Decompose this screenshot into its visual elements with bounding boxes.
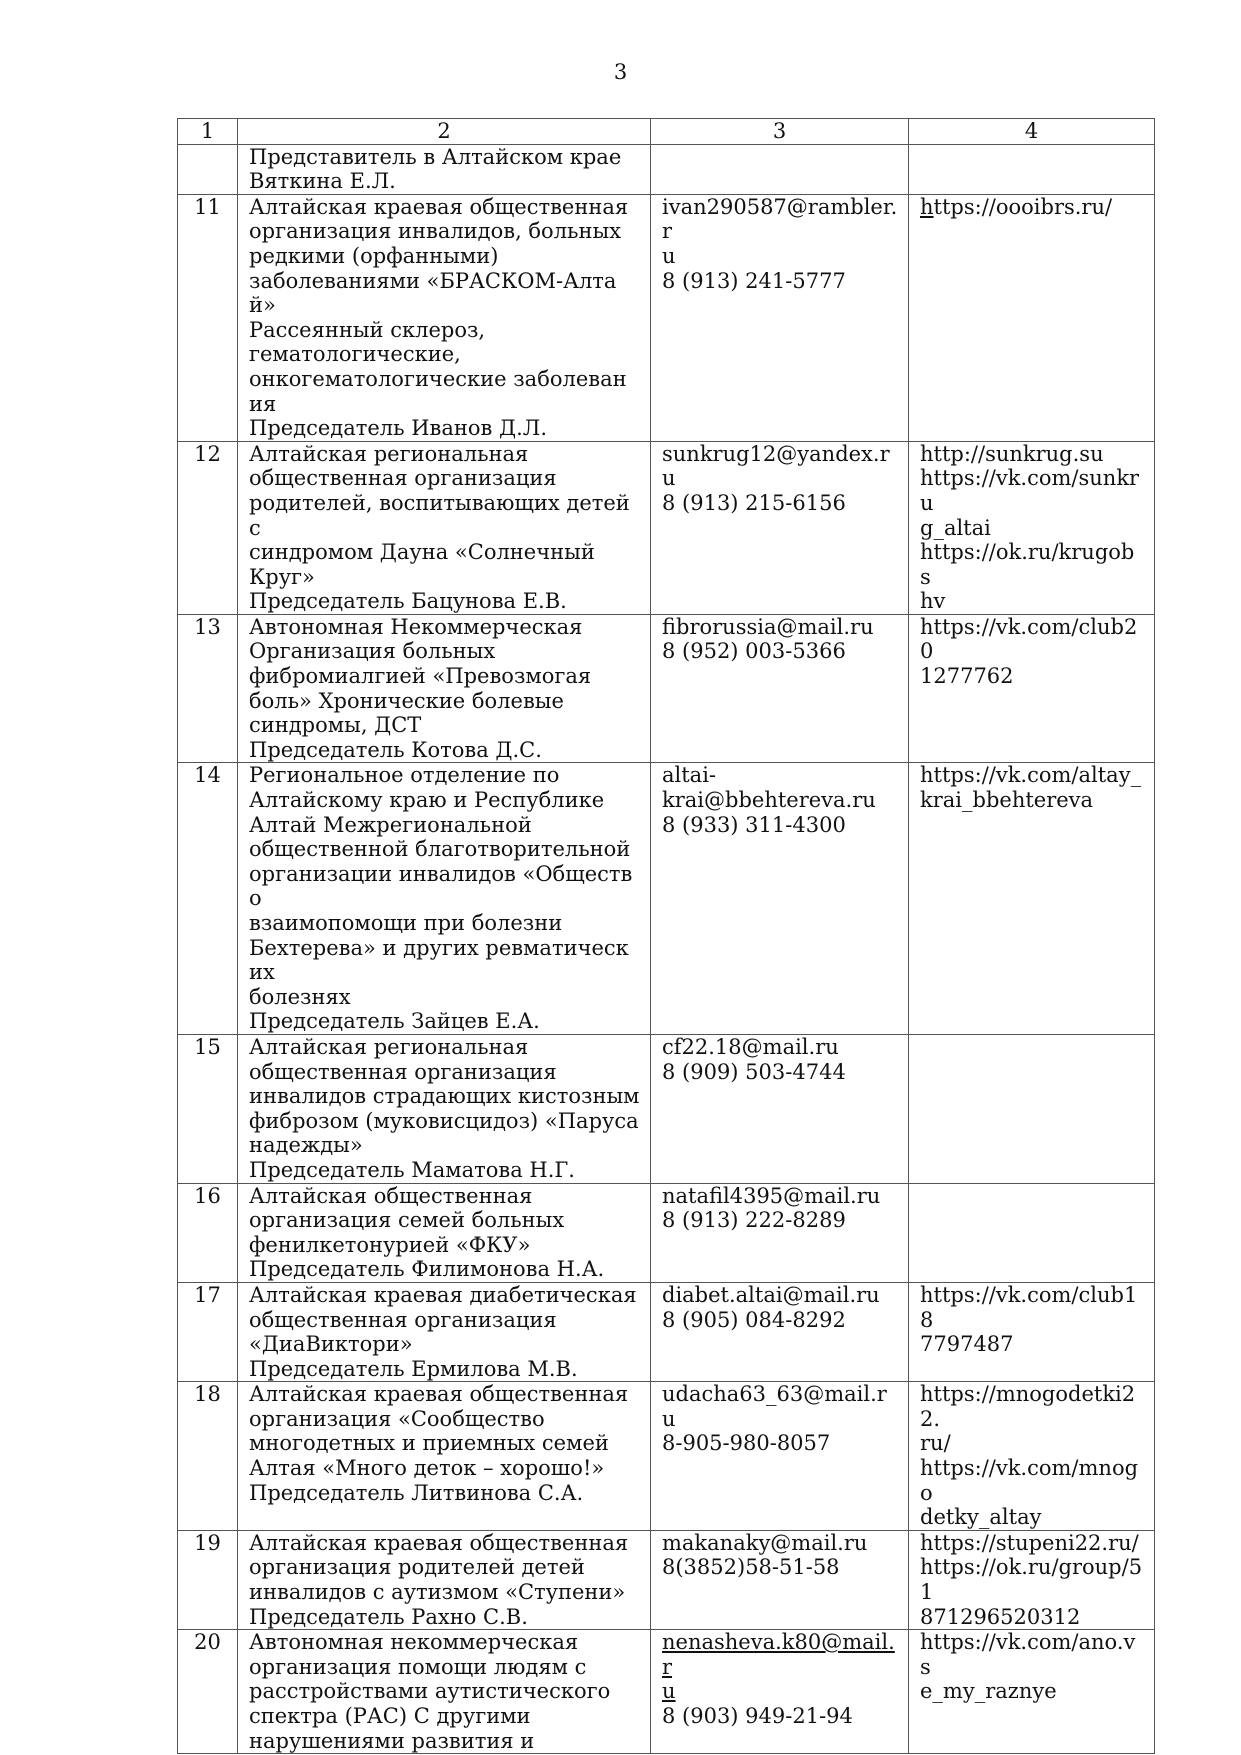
contact-line[interactable]: 8 (909) 503-4744 <box>662 1059 846 1084</box>
contacts-cell <box>651 1382 909 1531</box>
organization-line: многодетных и приемных семей <box>249 1431 609 1456</box>
organization-cell <box>238 194 651 441</box>
link-line[interactable]: 1277762 <box>920 664 1014 689</box>
organization-line: спектра (РАС) С другими <box>249 1704 531 1728</box>
organization-line: Алтайская краевая общественная <box>249 1530 629 1555</box>
contact-line[interactable]: makanaky@mail.ru <box>662 1530 868 1555</box>
contacts-cell <box>651 1034 909 1183</box>
link-line[interactable]: 871296520312 <box>920 1604 1081 1629</box>
contact-line[interactable]: u <box>662 243 676 268</box>
organization-line: Председатель Бацунова Е.В. <box>249 589 567 614</box>
organization-line: Председатель Литвинова С.А. <box>249 1480 584 1505</box>
table-row <box>178 194 1155 441</box>
organization-line: взаимопомощи при болезни <box>249 911 563 935</box>
organization-line: общественная организация <box>249 1059 557 1084</box>
organization-line: расстройствами аутистического <box>249 1679 611 1704</box>
contact-line[interactable]: 8 (903) 949-21-94 <box>662 1704 853 1728</box>
organization-line: Председатель Ермилова М.В. <box>249 1356 578 1381</box>
contacts-cell <box>651 144 909 194</box>
links-cell <box>909 1630 1155 1754</box>
organization-line: синдромом Дауна «Солнечный <box>249 540 595 565</box>
organization-line: боль» Хронические болевые <box>249 688 564 713</box>
organization-cell <box>238 1630 651 1754</box>
organization-line: Круг» <box>249 564 315 589</box>
contact-line[interactable]: natafil4395@mail.ru <box>662 1183 881 1208</box>
organization-line: Представитель в Алтайском крае <box>249 144 622 169</box>
organization-line: организации инвалидов «Общество <box>249 861 633 911</box>
organization-line: Автономная Некоммерческая <box>249 614 583 639</box>
organization-line: Алтайская общественная <box>249 1183 533 1208</box>
header-cell-links: 4 <box>909 119 1155 145</box>
organization-line: Председатель Филимонова Н.А. <box>249 1257 605 1282</box>
organization-line: фиброзом (муковисцидоз) «Паруса <box>249 1108 639 1133</box>
table-row <box>178 1282 1155 1381</box>
link-line[interactable]: detky_altay <box>920 1505 1042 1530</box>
contact-line[interactable]: 8(3852)58-51-58 <box>662 1555 840 1580</box>
link-line[interactable]: e_my_raznye <box>920 1679 1057 1704</box>
row-number: 16 <box>178 1183 238 1282</box>
organization-line: Вяткина Е.Л. <box>249 169 396 194</box>
organization-line: организация «Сообщество <box>249 1406 545 1431</box>
organization-line: фибромиалгией «Превозмогая <box>249 664 592 689</box>
contact-line[interactable]: 8-905-980-8057 <box>662 1431 831 1456</box>
organization-line: общественная организация <box>249 466 557 491</box>
table-row <box>178 1530 1155 1629</box>
contact-line[interactable]: 8 (913) 222-8289 <box>662 1208 846 1233</box>
organization-line: заболеваниями «БРАСКОМ-Алтай» <box>249 268 617 318</box>
organization-line: синдромы, ДСТ <box>249 713 422 738</box>
header-cell-contacts: 3 <box>651 119 909 145</box>
organization-line: Председатель Котова Д.С. <box>249 737 542 762</box>
contacts-cell <box>651 1530 909 1629</box>
organization-line: Алтайская региональная <box>249 441 529 466</box>
link-line[interactable]: hv <box>920 589 946 614</box>
row-number: 19 <box>178 1530 238 1629</box>
organization-line: Алтая «Много деток – хорошо!» <box>249 1456 605 1481</box>
links-cell <box>909 144 1155 194</box>
contact-line[interactable]: u <box>662 1679 676 1704</box>
link-line[interactable]: https://ok.ru/group/51 <box>920 1555 1143 1605</box>
organization-line: общественной благотворительной <box>249 837 631 862</box>
contacts-cell <box>651 441 909 614</box>
link-line[interactable]: https://vk.com/club18 <box>920 1282 1138 1332</box>
row-number <box>178 144 238 194</box>
links-cell <box>909 1382 1155 1531</box>
organization-cell <box>238 763 651 1035</box>
organization-line: организация помощи людям с <box>249 1654 587 1679</box>
links-cell <box>909 194 1155 441</box>
table-row <box>178 763 1155 1035</box>
link-line[interactable]: https://vk.com/altay_ <box>920 763 1142 788</box>
organization-line: Алтай Межрегиональной <box>249 812 532 837</box>
row-number: 13 <box>178 614 238 763</box>
contact-line[interactable]: diabet.altai@mail.ru <box>662 1282 880 1307</box>
organization-line: Организация больных <box>249 639 496 664</box>
contact-line[interactable]: ivan290587@rambler.r <box>662 194 898 244</box>
organization-line: общественная организация <box>249 1307 557 1332</box>
row-number: 18 <box>178 1382 238 1531</box>
header-cell-number: 1 <box>178 119 238 145</box>
organization-line: Рассеянный склероз, <box>249 317 486 342</box>
organization-line: Председатель Маматова Н.Г. <box>249 1157 575 1182</box>
organization-line: Председатель Рахно С.В. <box>249 1604 528 1629</box>
link-line[interactable]: https://stupeni22.ru/ <box>920 1530 1139 1555</box>
link-line[interactable]: https://vk.com/club20 <box>920 614 1138 664</box>
table-row <box>178 144 1155 194</box>
organization-cell <box>238 1183 651 1282</box>
contact-line[interactable]: 8 (933) 311-4300 <box>662 812 846 837</box>
contacts-cell <box>651 614 909 763</box>
link-line[interactable]: krai_bbehtereva <box>920 788 1094 813</box>
table-row <box>178 614 1155 763</box>
organization-line: инвалидов с аутизмом «Ступени» <box>249 1580 626 1605</box>
organization-line: Алтайская краевая общественная <box>249 1382 629 1407</box>
contact-line[interactable]: nenasheva.k80@mail.r <box>662 1630 895 1679</box>
table-row <box>178 1382 1155 1531</box>
contacts-cell <box>651 1630 909 1754</box>
contact-line[interactable]: fibrorussia@mail.ru <box>662 614 874 639</box>
link-line[interactable]: https://oooibrs.ru/ <box>920 194 1113 219</box>
organization-line: онкогематологические заболевания <box>249 366 627 416</box>
link-line[interactable]: https://ok.ru/krugobs <box>920 540 1135 589</box>
organization-cell <box>238 614 651 763</box>
organization-line: родителей, воспитывающих детей с <box>249 490 637 540</box>
link-line[interactable]: 7797487 <box>920 1332 1014 1357</box>
row-number: 12 <box>178 441 238 614</box>
organization-cell <box>238 1382 651 1531</box>
link-line[interactable]: https://vk.com/mnogo <box>920 1456 1139 1505</box>
organization-line: Алтайская краевая диабетическая <box>249 1282 637 1307</box>
table-row <box>178 441 1155 614</box>
link-line[interactable]: https://mnogodetki22. <box>920 1382 1136 1431</box>
row-number: 14 <box>178 763 238 1035</box>
links-cell <box>909 1183 1155 1282</box>
organization-line: Бехтерева» и других ревматических <box>249 935 629 985</box>
contact-line[interactable]: altai- <box>662 763 717 788</box>
table-row <box>178 1034 1155 1183</box>
contacts-cell <box>651 1183 909 1282</box>
links-cell <box>909 1282 1155 1381</box>
links-cell <box>909 763 1155 1035</box>
organization-line: редкими (орфанными) <box>249 243 499 268</box>
row-number: 15 <box>178 1034 238 1183</box>
organization-line: болезнях <box>249 984 351 1009</box>
contact-line[interactable]: cf22.18@mail.ru <box>662 1034 839 1059</box>
contact-line[interactable]: sunkrug12@yandex.ru <box>662 441 890 491</box>
organization-line: организация семей больных <box>249 1208 565 1233</box>
contact-line[interactable]: udacha63_63@mail.ru <box>662 1382 887 1431</box>
organization-cell <box>238 1530 651 1629</box>
organizations-table <box>177 118 1155 1754</box>
contact-line[interactable]: 8 (905) 084-8292 <box>662 1307 846 1332</box>
links-cell <box>909 614 1155 763</box>
link-line[interactable]: https://vk.com/sunkru <box>920 466 1140 515</box>
organization-cell <box>238 144 651 194</box>
organization-line: фенилкетонурией «ФКУ» <box>249 1232 531 1257</box>
organization-line: инвалидов страдающих кистозным <box>249 1084 640 1109</box>
organization-line: Алтайская региональная <box>249 1034 529 1059</box>
organization-line: Алтайскому краю и Республике <box>249 788 605 813</box>
link-line[interactable]: g_altai <box>920 515 991 540</box>
organization-line: надежды» <box>249 1133 363 1158</box>
organization-line: «ДиаВиктори» <box>249 1332 413 1357</box>
row-number: 11 <box>178 194 238 441</box>
organization-cell <box>238 441 651 614</box>
links-cell <box>909 1034 1155 1183</box>
page-number: 3 <box>613 60 628 84</box>
contact-line[interactable]: krai@bbehtereva.ru <box>662 788 876 813</box>
table-header-row <box>178 119 1155 145</box>
contacts-cell <box>651 1282 909 1381</box>
links-cell <box>909 1530 1155 1629</box>
organization-cell <box>238 1282 651 1381</box>
organization-line: организация родителей детей <box>249 1555 585 1580</box>
table-row <box>178 1630 1155 1754</box>
link-line[interactable]: https://vk.com/ano.vs <box>920 1630 1136 1679</box>
organization-line: Председатель Иванов Д.Л. <box>249 416 547 441</box>
organization-line: нарушениями развития и <box>249 1728 535 1753</box>
link-line[interactable]: ru/ <box>920 1431 951 1456</box>
row-number: 17 <box>178 1282 238 1381</box>
link-line[interactable]: http://sunkrug.su <box>920 441 1104 466</box>
organization-line: Председатель Зайцев Е.А. <box>249 1009 540 1034</box>
organization-line: Алтайская краевая общественная <box>249 194 629 219</box>
organization-line: Автономная некоммерческая <box>249 1630 579 1655</box>
links-cell <box>909 441 1155 614</box>
organization-line: гематологические, <box>249 342 461 367</box>
table-row <box>178 1183 1155 1282</box>
contact-line[interactable]: 8 (952) 003-5366 <box>662 639 846 664</box>
organization-cell <box>238 1034 651 1183</box>
row-number: 20 <box>178 1630 238 1754</box>
contacts-cell <box>651 194 909 441</box>
contacts-cell <box>651 763 909 1035</box>
organization-line: организация инвалидов, больных <box>249 219 622 244</box>
organization-line: Региональное отделение по <box>249 763 560 788</box>
header-cell-organization: 2 <box>238 119 651 145</box>
contact-line[interactable]: 8 (913) 241-5777 <box>662 268 846 293</box>
contact-line[interactable]: 8 (913) 215-6156 <box>662 490 846 515</box>
